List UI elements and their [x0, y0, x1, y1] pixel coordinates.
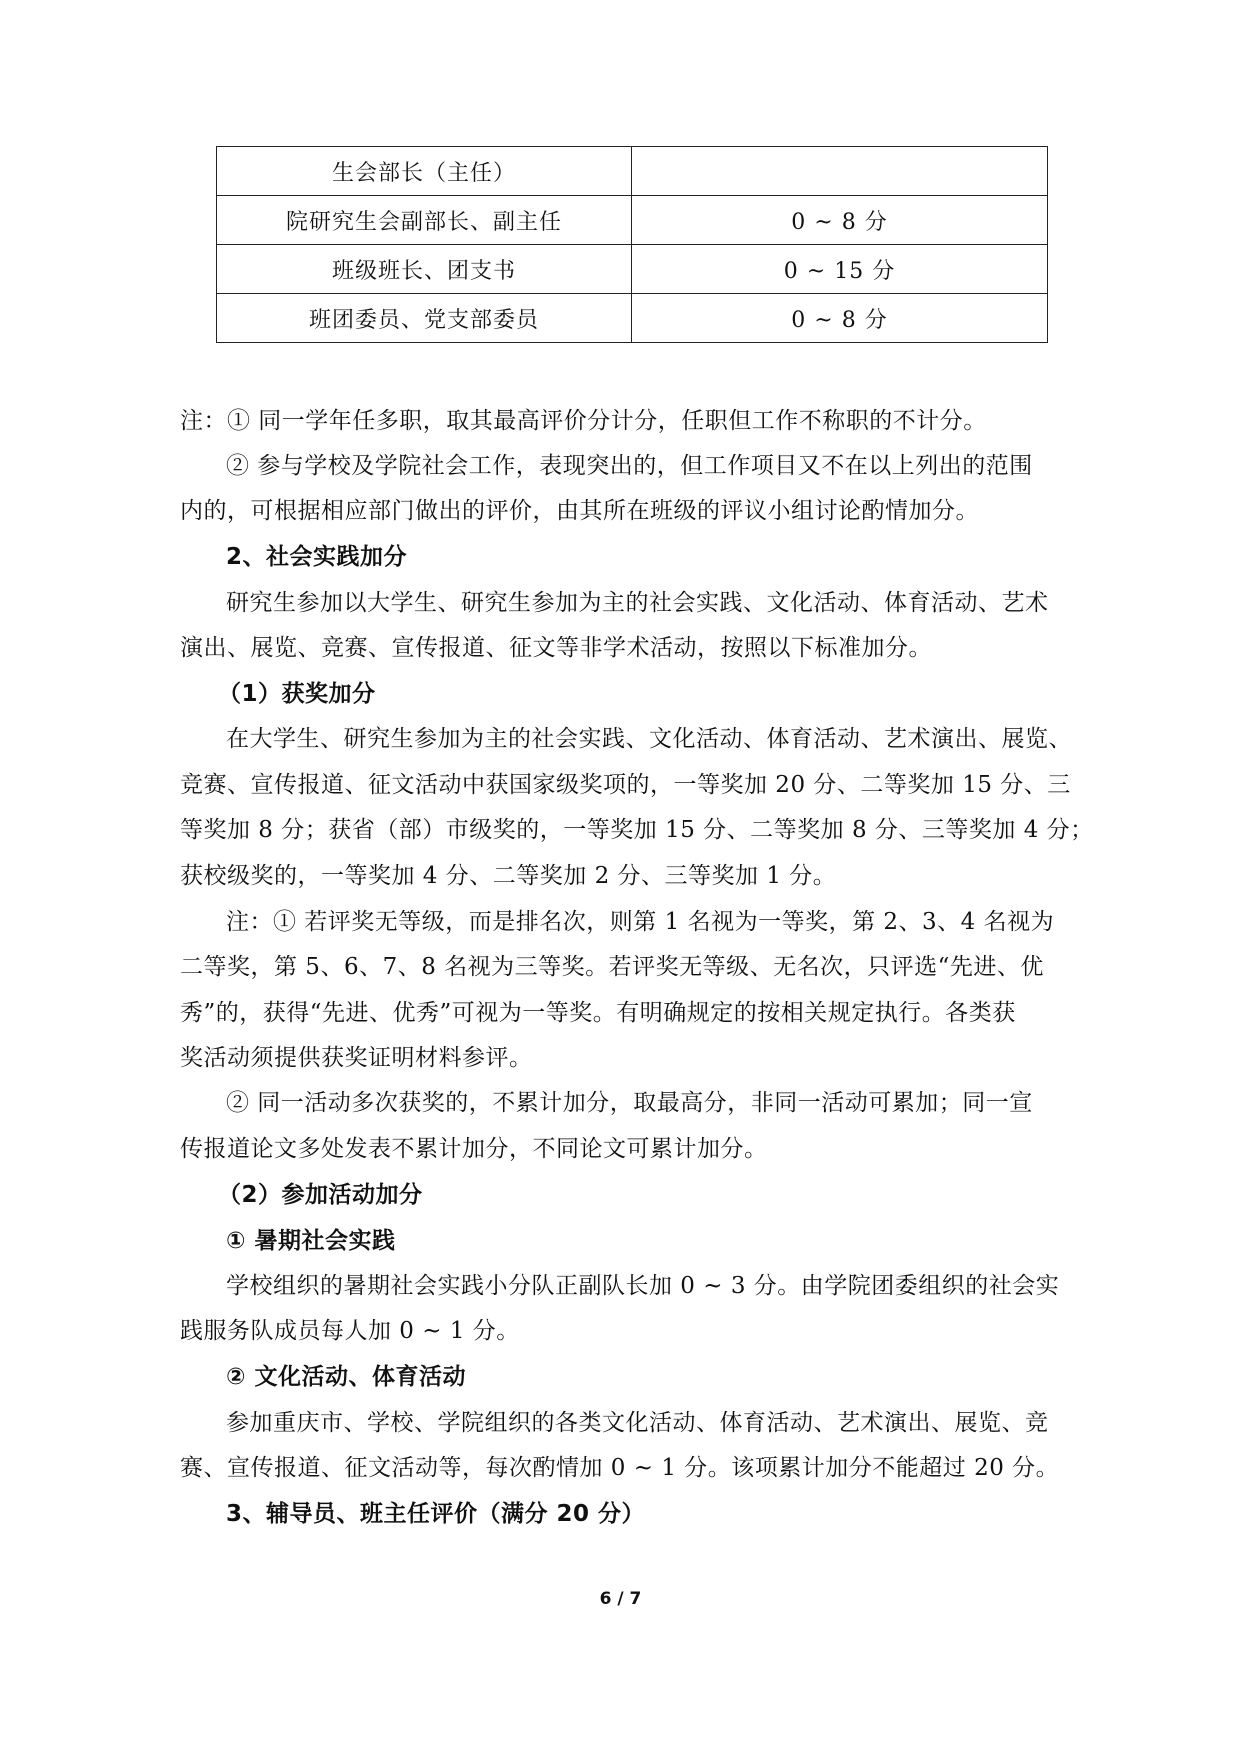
note-paragraph: 秀”的，获得“先进、优秀”可视为一等奖。有明确规定的按相关规定执行。各类获	[180, 1000, 1016, 1026]
note-paragraph: 奖活动须提供获奖证明材料参评。	[180, 1045, 533, 1071]
note-paragraph: 内的，可根据相应部门做出的评价，由其所在班级的评议小组讨论酌情加分。	[180, 498, 979, 524]
table-row	[217, 147, 1048, 196]
score-table	[216, 146, 1048, 343]
body-paragraph: 竞赛、宣传报道、征文活动中获国家级奖项的，一等奖加 20 分、二等奖加 15 分、三	[180, 772, 1071, 798]
body-paragraph: 获校级奖的，一等奖加 4 分、二等奖加 2 分、三等奖加 1 分。	[180, 863, 837, 889]
body-paragraph: 演出、展览、竞赛、宣传报道、征文等非学术活动，按照以下标准加分。	[180, 635, 932, 661]
body-paragraph: 研究生参加以大学生、研究生参加为主的社会实践、文化活动、体育活动、艺术	[226, 590, 1049, 616]
note-paragraph: 二等奖，第 5、6、7、8 名视为三等奖。若评奖无等级、无名次，只评选“先进、优	[180, 954, 1044, 980]
role-cell: 生会部长（主任）	[217, 147, 632, 196]
note-paragraph: 传报道论文多处发表不累计加分，不同论文可累计加分。	[180, 1136, 768, 1162]
note-paragraph: ② 同一活动多次获奖的，不累计加分，取最高分，非同一活动可累加；同一宣	[226, 1090, 1033, 1116]
note-paragraph: 注：① 若评奖无等级，而是排名次，则第 1 名视为一等奖，第 2、3、4 名视为	[226, 909, 1055, 935]
body-paragraph: 等奖加 8 分；获省（部）市级奖的，一等奖加 15 分、二等奖加 8 分、三等奖加 4 分；	[180, 817, 1094, 843]
note-paragraph: ② 参与学校及学院社会工作，表现突出的，但工作项目又不在以上列出的范围	[226, 453, 1033, 479]
score-cell: 0 ~ 8 分	[632, 294, 1048, 343]
table-row	[217, 196, 1048, 245]
section-heading: 3、辅导员、班主任评价（满分 20 分）	[226, 1501, 646, 1527]
score-cell	[632, 147, 1048, 196]
table-row	[217, 245, 1048, 294]
subsection-heading: ① 暑期社会实践	[226, 1228, 396, 1254]
subsection-heading: （1）获奖加分	[218, 681, 376, 707]
body-paragraph: 参加重庆市、学校、学院组织的各类文化活动、体育活动、艺术演出、展览、竞	[226, 1410, 1049, 1436]
score-cell: 0 ~ 15 分	[632, 245, 1048, 294]
page-number: 6 / 7	[599, 1589, 642, 1609]
section-heading: 2、社会实践加分	[226, 544, 408, 570]
score-cell: 0 ~ 8 分	[632, 196, 1048, 245]
body-paragraph: 践服务队成员每人加 0 ~ 1 分。	[180, 1318, 520, 1344]
body-paragraph: 在大学生、研究生参加为主的社会实践、文化活动、体育活动、艺术演出、展览、	[226, 726, 1072, 752]
subsection-heading: ② 文化活动、体育活动	[226, 1364, 466, 1390]
role-cell: 院研究生会副部长、副主任	[217, 196, 632, 245]
subsection-heading: （2）参加活动加分	[218, 1182, 423, 1208]
body-paragraph: 赛、宣传报道、征文活动等，每次酌情加 0 ~ 1 分。该项累计加分不能超过 20 分。	[180, 1455, 1060, 1481]
note-paragraph: 注：① 同一学年任多职，取其最高评价分计分，任职但工作不称职的不计分。	[180, 408, 987, 434]
role-cell: 班团委员、党支部委员	[217, 294, 632, 343]
role-cell: 班级班长、团支书	[217, 245, 632, 294]
body-paragraph: 学校组织的暑期社会实践小分队正副队长加 0 ~ 3 分。由学院团委组织的社会实	[226, 1273, 1060, 1299]
table-row	[217, 294, 1048, 343]
